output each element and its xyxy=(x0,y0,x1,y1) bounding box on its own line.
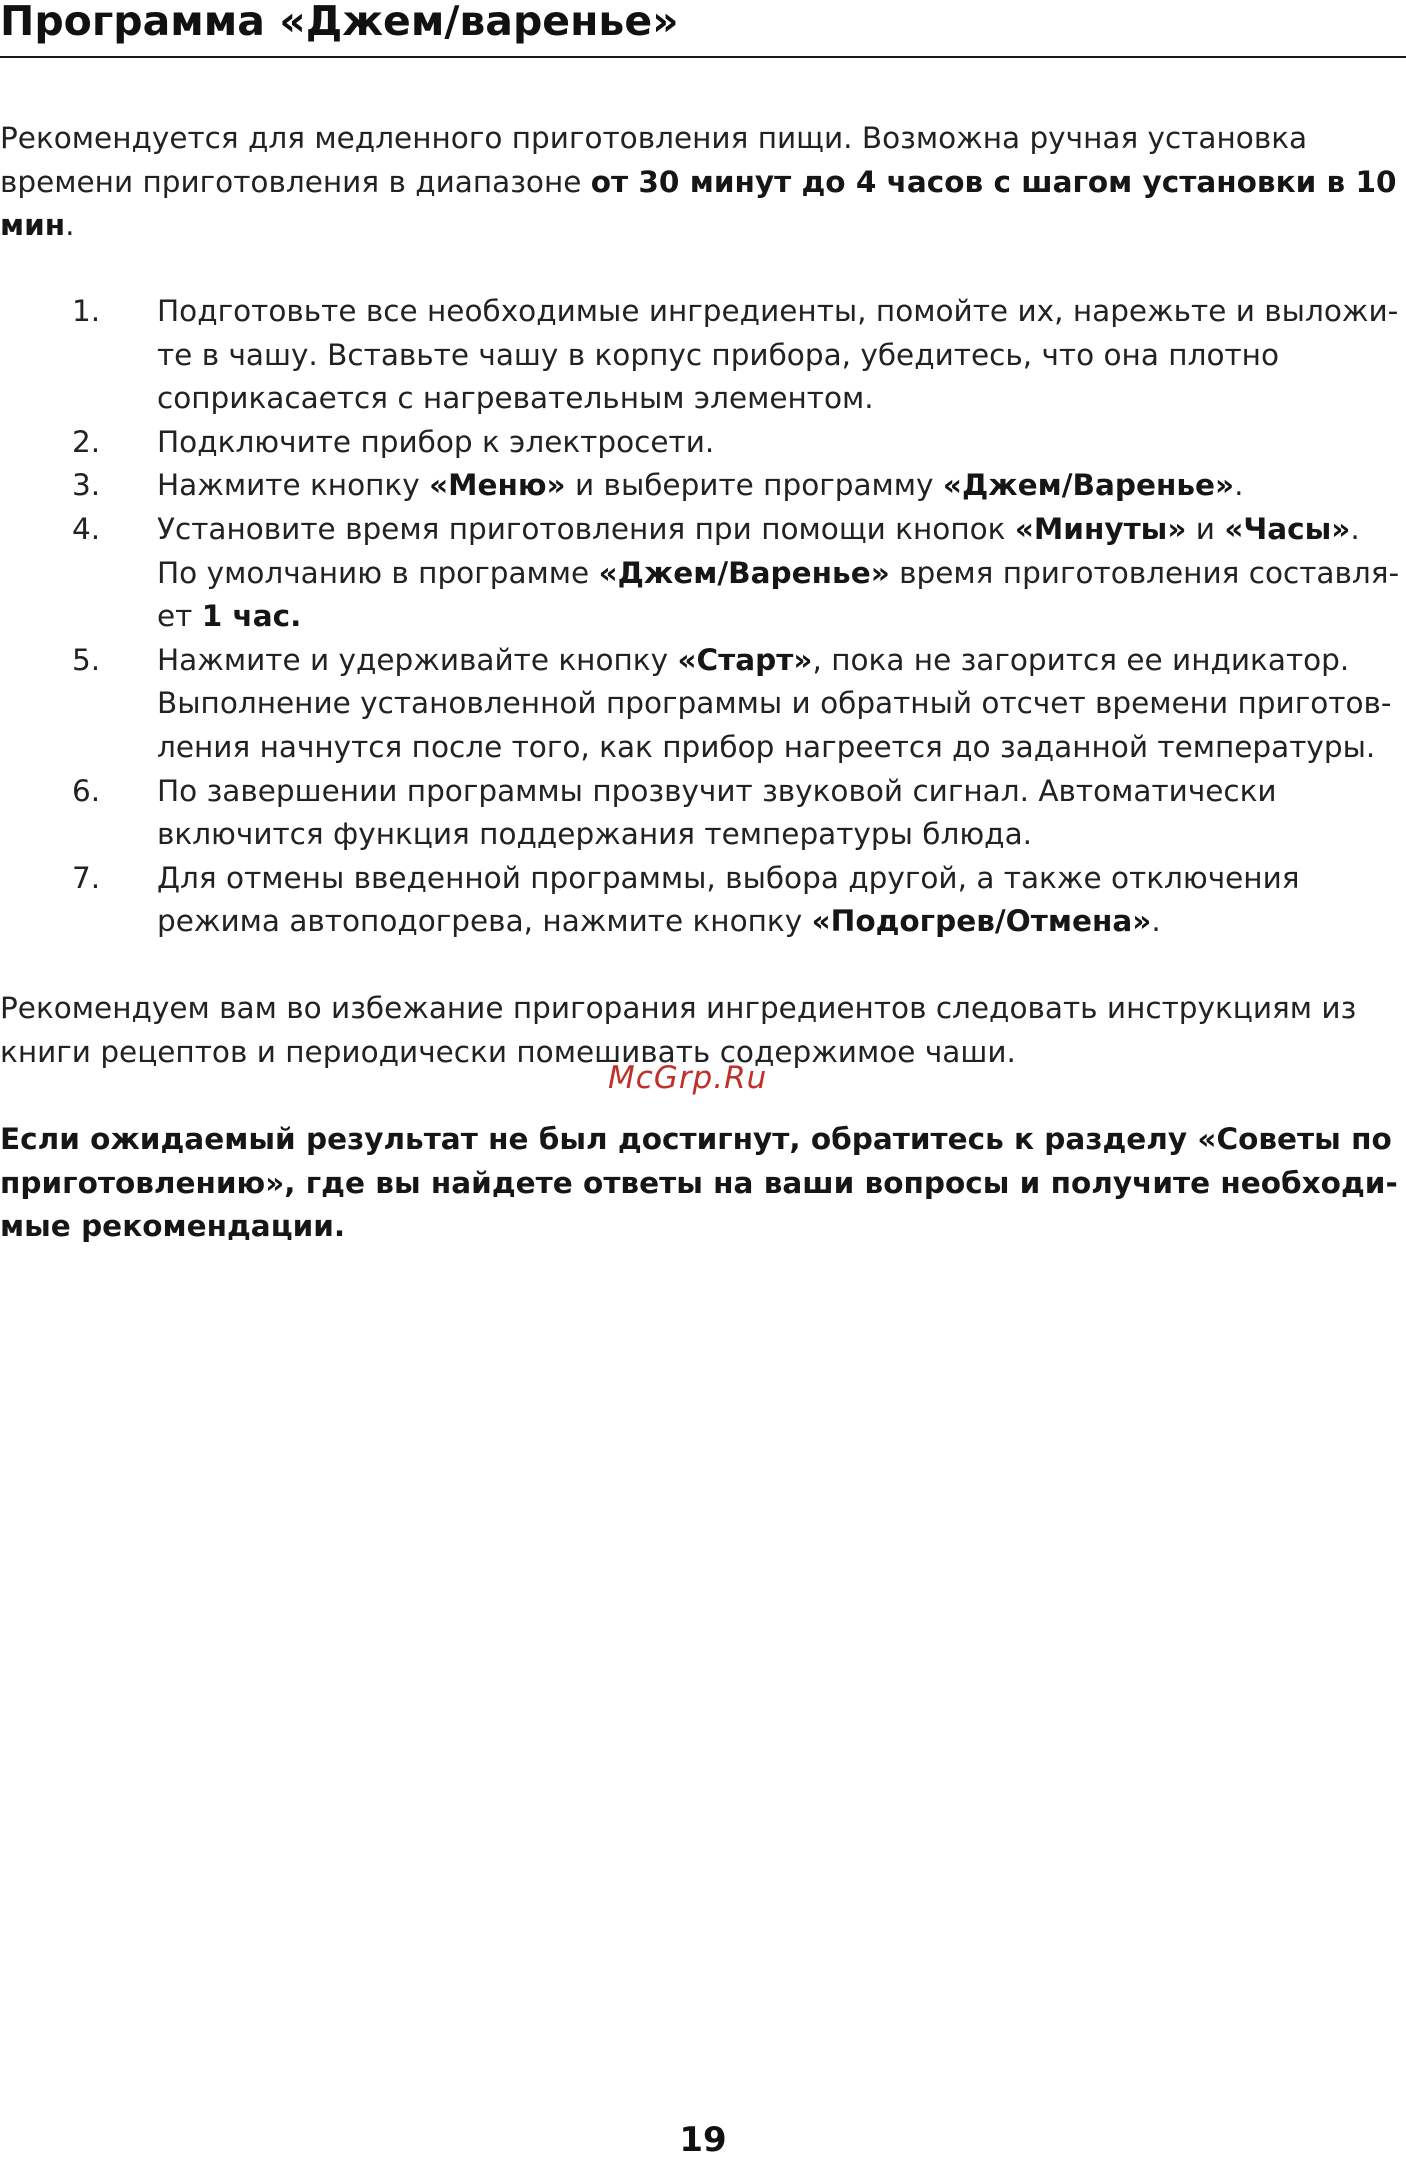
recommendation-paragraph: Рекомендуем вам во избежание пригорания ингредиентов следовать инструкциям из книги рецептов и периодически помешивать содержимое чаши. xyxy=(0,991,1357,1069)
cancel-button-name: «Подогрев/Отмена» xyxy=(811,904,1152,939)
page-number: 19 xyxy=(679,2120,727,2160)
step-text: Подготовьте все необходимые ингредиенты, помойте их, нарежьте и выложите в чашу. Вставьте чашу в корпус прибора, убедитесь, что она плотно соприкасается с нагревательным элементом. xyxy=(157,294,1399,416)
step-text: По завершении программы прозвучит звуковой сигнал. Автоматически включится функция поддержания температуры блюда. xyxy=(157,773,1277,852)
step-item xyxy=(0,421,1406,465)
title-divider xyxy=(0,56,1406,58)
help-note: Если ожидаемый результат не был достигнут, обратитесь к разделу «Советы по приготовлению», где вы найдете ответы на ваши вопросы и получите необходимые рекомендации. xyxy=(0,1122,1398,1244)
intro-period: . xyxy=(65,208,75,243)
intro-paragraph xyxy=(0,117,1400,248)
step-number: 5. xyxy=(72,642,101,677)
step-item xyxy=(0,464,1406,508)
program-name: «Джем/Варенье» xyxy=(942,468,1235,503)
hours-button-name: «Часы» xyxy=(1224,511,1351,546)
step-item xyxy=(0,290,1406,421)
step-item xyxy=(0,508,1406,639)
minutes-button-name: «Минуты» xyxy=(1014,511,1187,546)
step-number: 7. xyxy=(72,860,101,895)
step-number: 2. xyxy=(72,424,101,459)
step-item xyxy=(0,857,1406,944)
page-title: Программа «Джем/варенье» xyxy=(0,0,679,45)
step-text: Установите время приготовления при помощи кнопок xyxy=(157,511,1015,546)
step-text: и выберите программу xyxy=(565,468,943,503)
default-time: 1 час. xyxy=(201,599,302,634)
step-text: , пока не загорится ее индикатор. Выполнение установленной программы и обратный отсчет времени приготовления начнутся после того, как прибор нагреется до заданной температуры. xyxy=(157,642,1392,764)
step-text: . xyxy=(1234,468,1244,503)
steps-list xyxy=(0,290,1406,944)
step-text: . По умолчанию в программе xyxy=(157,511,1360,590)
step-number: 3. xyxy=(72,468,101,503)
program-name: «Джем/Варенье» xyxy=(598,555,890,590)
menu-button-name: «Меню» xyxy=(429,468,566,503)
step-number: 6. xyxy=(72,773,101,808)
step-text: время приготовления составляет xyxy=(157,555,1400,634)
step-text: Нажмите кнопку xyxy=(157,468,430,503)
step-text: Нажмите и удерживайте кнопку xyxy=(157,642,678,677)
intro-text: Рекомендуется для медленного приготовления пищи. Возможна ручная установка времени приготовления в диапазоне xyxy=(0,121,1308,199)
step-item xyxy=(0,639,1406,770)
step-number: 1. xyxy=(72,294,101,328)
step-text: . xyxy=(1151,904,1161,939)
step-item xyxy=(0,770,1406,857)
start-button-name: «Старт» xyxy=(677,642,813,677)
step-text: и xyxy=(1186,511,1225,546)
step-text: Подключите прибор к электросети. xyxy=(157,424,715,459)
step-number: 4. xyxy=(72,511,101,546)
intro-time-range: от 30 минут до 4 часов с шагом установки в 10 мин xyxy=(0,164,1397,243)
step-text: Для отмены введенной программы, выбора другой, а также отключения режима автоподогрева, нажмите кнопку xyxy=(157,860,1300,939)
watermark: McGrp.Ru xyxy=(608,1060,768,1096)
